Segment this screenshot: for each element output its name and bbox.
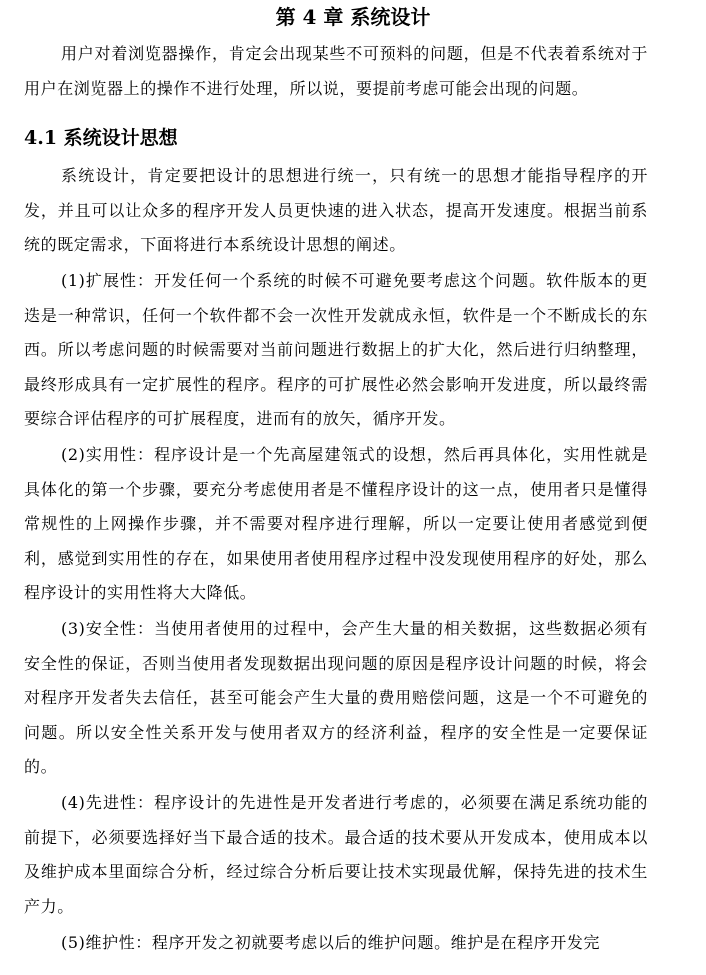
intro-paragraph: 用户对着浏览器操作，肯定会出现某些不可预料的问题，但是不代表着系统对于用户在浏览器上的操作不进行处理，所以说，要提前考虑可能会出现的问题。 — [24, 44, 648, 98]
advancement-paragraph: (4)先进性：程序设计的先进性是开发者进行考虑的，必须要在满足系统功能的前提下，必须要选择好当下最合适的技术。最合适的技术要从开发成本，使用成本以及维护成本里面综合分析，经过综合分析后要让技术实现最优解，保持先进的技术生产力。 — [24, 793, 648, 916]
security-paragraph: (3)安全性：当使用者使用的过程中，会产生大量的相关数据，这些数据必须有安全性的保证，否则当使用者发现数据出现问题的原因是程序设计问题的时候，将会对程序开发者失去信任，甚至可能会产生大量的费用赔偿问题，这是一个不可避免的问题。所以安全性关系开发与使用者双方的经济利益，程序的安全性是一定要保证的。 — [24, 619, 648, 777]
practicality-paragraph: (2)实用性：程序设计是一个先高屋建瓴式的设想，然后再具体化，实用性就是具体化的第一个步骤，要充分考虑使用者是不懂程序设计的这一点，使用者只是懂得常规性的上网操作步骤，并不需要对程序进行理解，所以一定要让使用者感觉到便利，感觉到实用性的存在，如果使用者使用程序过程中没发现使用程序的好处，那么程序设计的实用性将大大降低。 — [24, 445, 648, 603]
chapter-title: 第 4 章 系统设计 — [275, 5, 431, 29]
maintainability-paragraph: (5)维护性：程序开发之初就要考虑以后的维护问题。维护是在程序开发完 — [61, 933, 601, 952]
extensibility-paragraph: (1)扩展性：开发任何一个系统的时候不可避免要考虑这个问题。软件版本的更迭是一种常识，任何一个软件都不会一次性开发就成永恒，软件是一个不断成长的东西。所以考虑问题的时候需要对当前问题进行数据上的扩大化，然后进行归纳整理，最终形成具有一定扩展性的程序。程序的可扩展性必然会影响开发进度，所以最终需要综合评估程序的可扩展程度，进而有的放矢，循序开发。 — [24, 271, 648, 429]
design-thinking-paragraph: 系统设计，肯定要把设计的思想进行统一，只有统一的思想才能指导程序的开发，并且可以让众多的程序开发人员更快速的进入状态，提高开发速度。根据当前系统的既定需求，下面将进行本系统设计思想的阐述。 — [24, 166, 648, 255]
section-heading: 4.1 系统设计思想 — [24, 127, 178, 149]
